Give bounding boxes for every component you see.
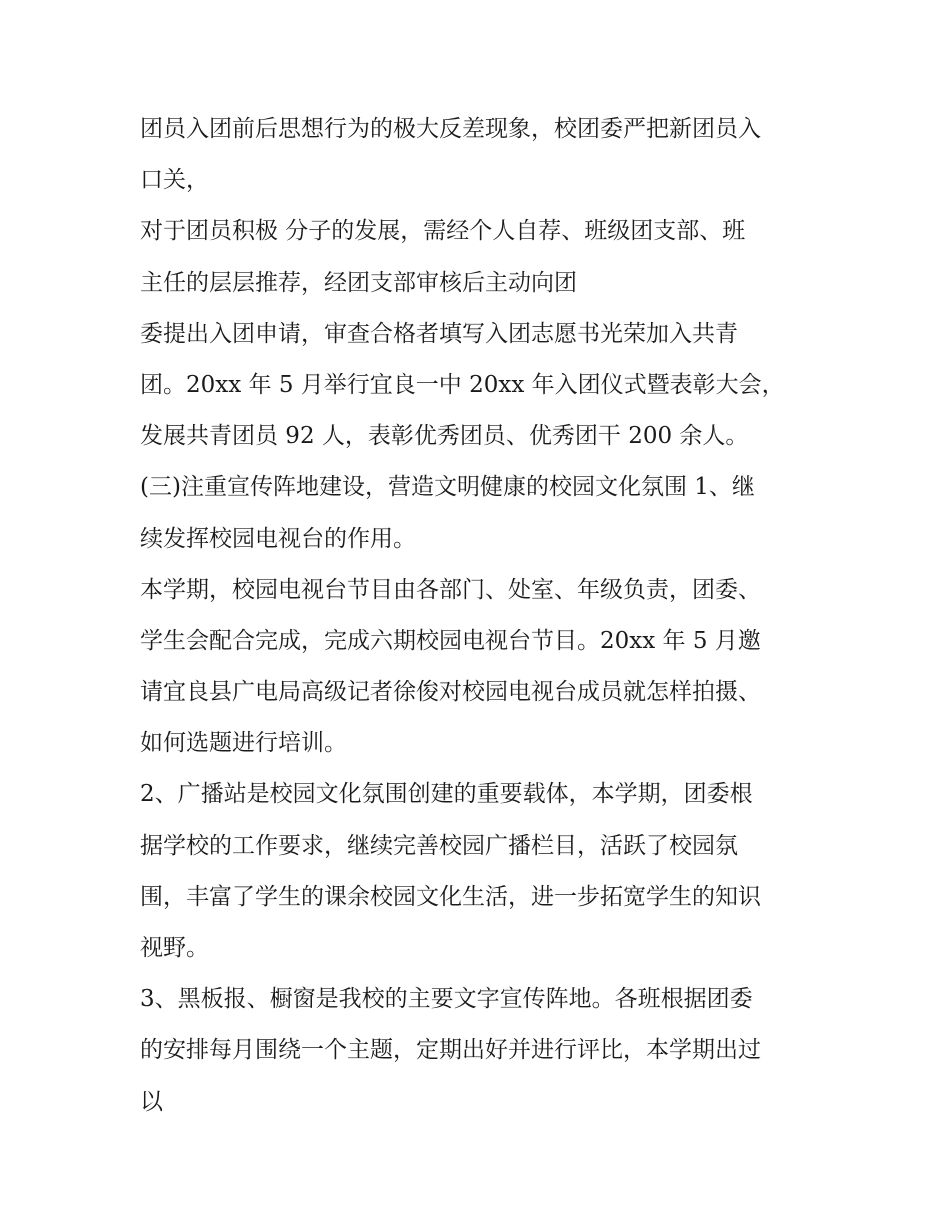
text-line: 本学期，校园电视台节目由各部门、处室、年级负责，团委、 [140, 576, 761, 603]
text-line: 团员入团前后思想行为的极大反差现象，校团委严把新团员入 [140, 116, 761, 142]
text-line: 视野。 [140, 935, 209, 961]
text-line: (三)注重宣传阵地建设，营造文明健康的校园文化氛围 1、继 [140, 474, 755, 501]
text-line: 发展共青团员 92 人，表彰优秀团员、优秀团干 200 余人。 [140, 423, 749, 450]
text-line: 口关， [140, 167, 209, 194]
text-line: 2、广播站是校园文化氛围创建的重要载体，本学期，团委根 [140, 781, 753, 808]
text-line: 对于团员积极 分子的发展，需经个人自荐、班级团支部、班 [140, 218, 746, 245]
document-body [140, 104, 820, 1128]
text-line: 团。20xx 年 5 月举行宜良一中 20xx 年入团仪式暨表彰大会， [140, 371, 785, 398]
text-line: 的安排每月围绕一个主题，定期出好并进行评比，本学期出过 [140, 1037, 761, 1064]
text-line: 续发挥校园电视台的作用。 [140, 525, 416, 552]
text-line: 学生会配合完成，完成六期校园电视台节目。20xx 年 5 月邀 [140, 627, 761, 654]
text-line: 围，丰富了学生的课余校园文化生活，进一步拓宽学生的知识 [140, 883, 761, 910]
text-line: 请宜良县广电局高级记者徐俊对校园电视台成员就怎样拍摄、 [140, 679, 761, 706]
text-line: 据学校的工作要求，继续完善校园广播栏目，活跃了校园氛 [140, 832, 738, 859]
text-line: 以 [140, 1088, 163, 1115]
text-line: 委提出入团申请，审查合格者填写入团志愿书光荣加入共青 [140, 320, 738, 347]
text-line: 3、黑板报、橱窗是我校的主要文字宣传阵地。各班根据团委 [140, 986, 753, 1013]
text-line: 如何选题进行培训。 [140, 730, 347, 757]
text-line: 主任的层层推荐，经团支部审核后主动向团 [140, 269, 577, 296]
